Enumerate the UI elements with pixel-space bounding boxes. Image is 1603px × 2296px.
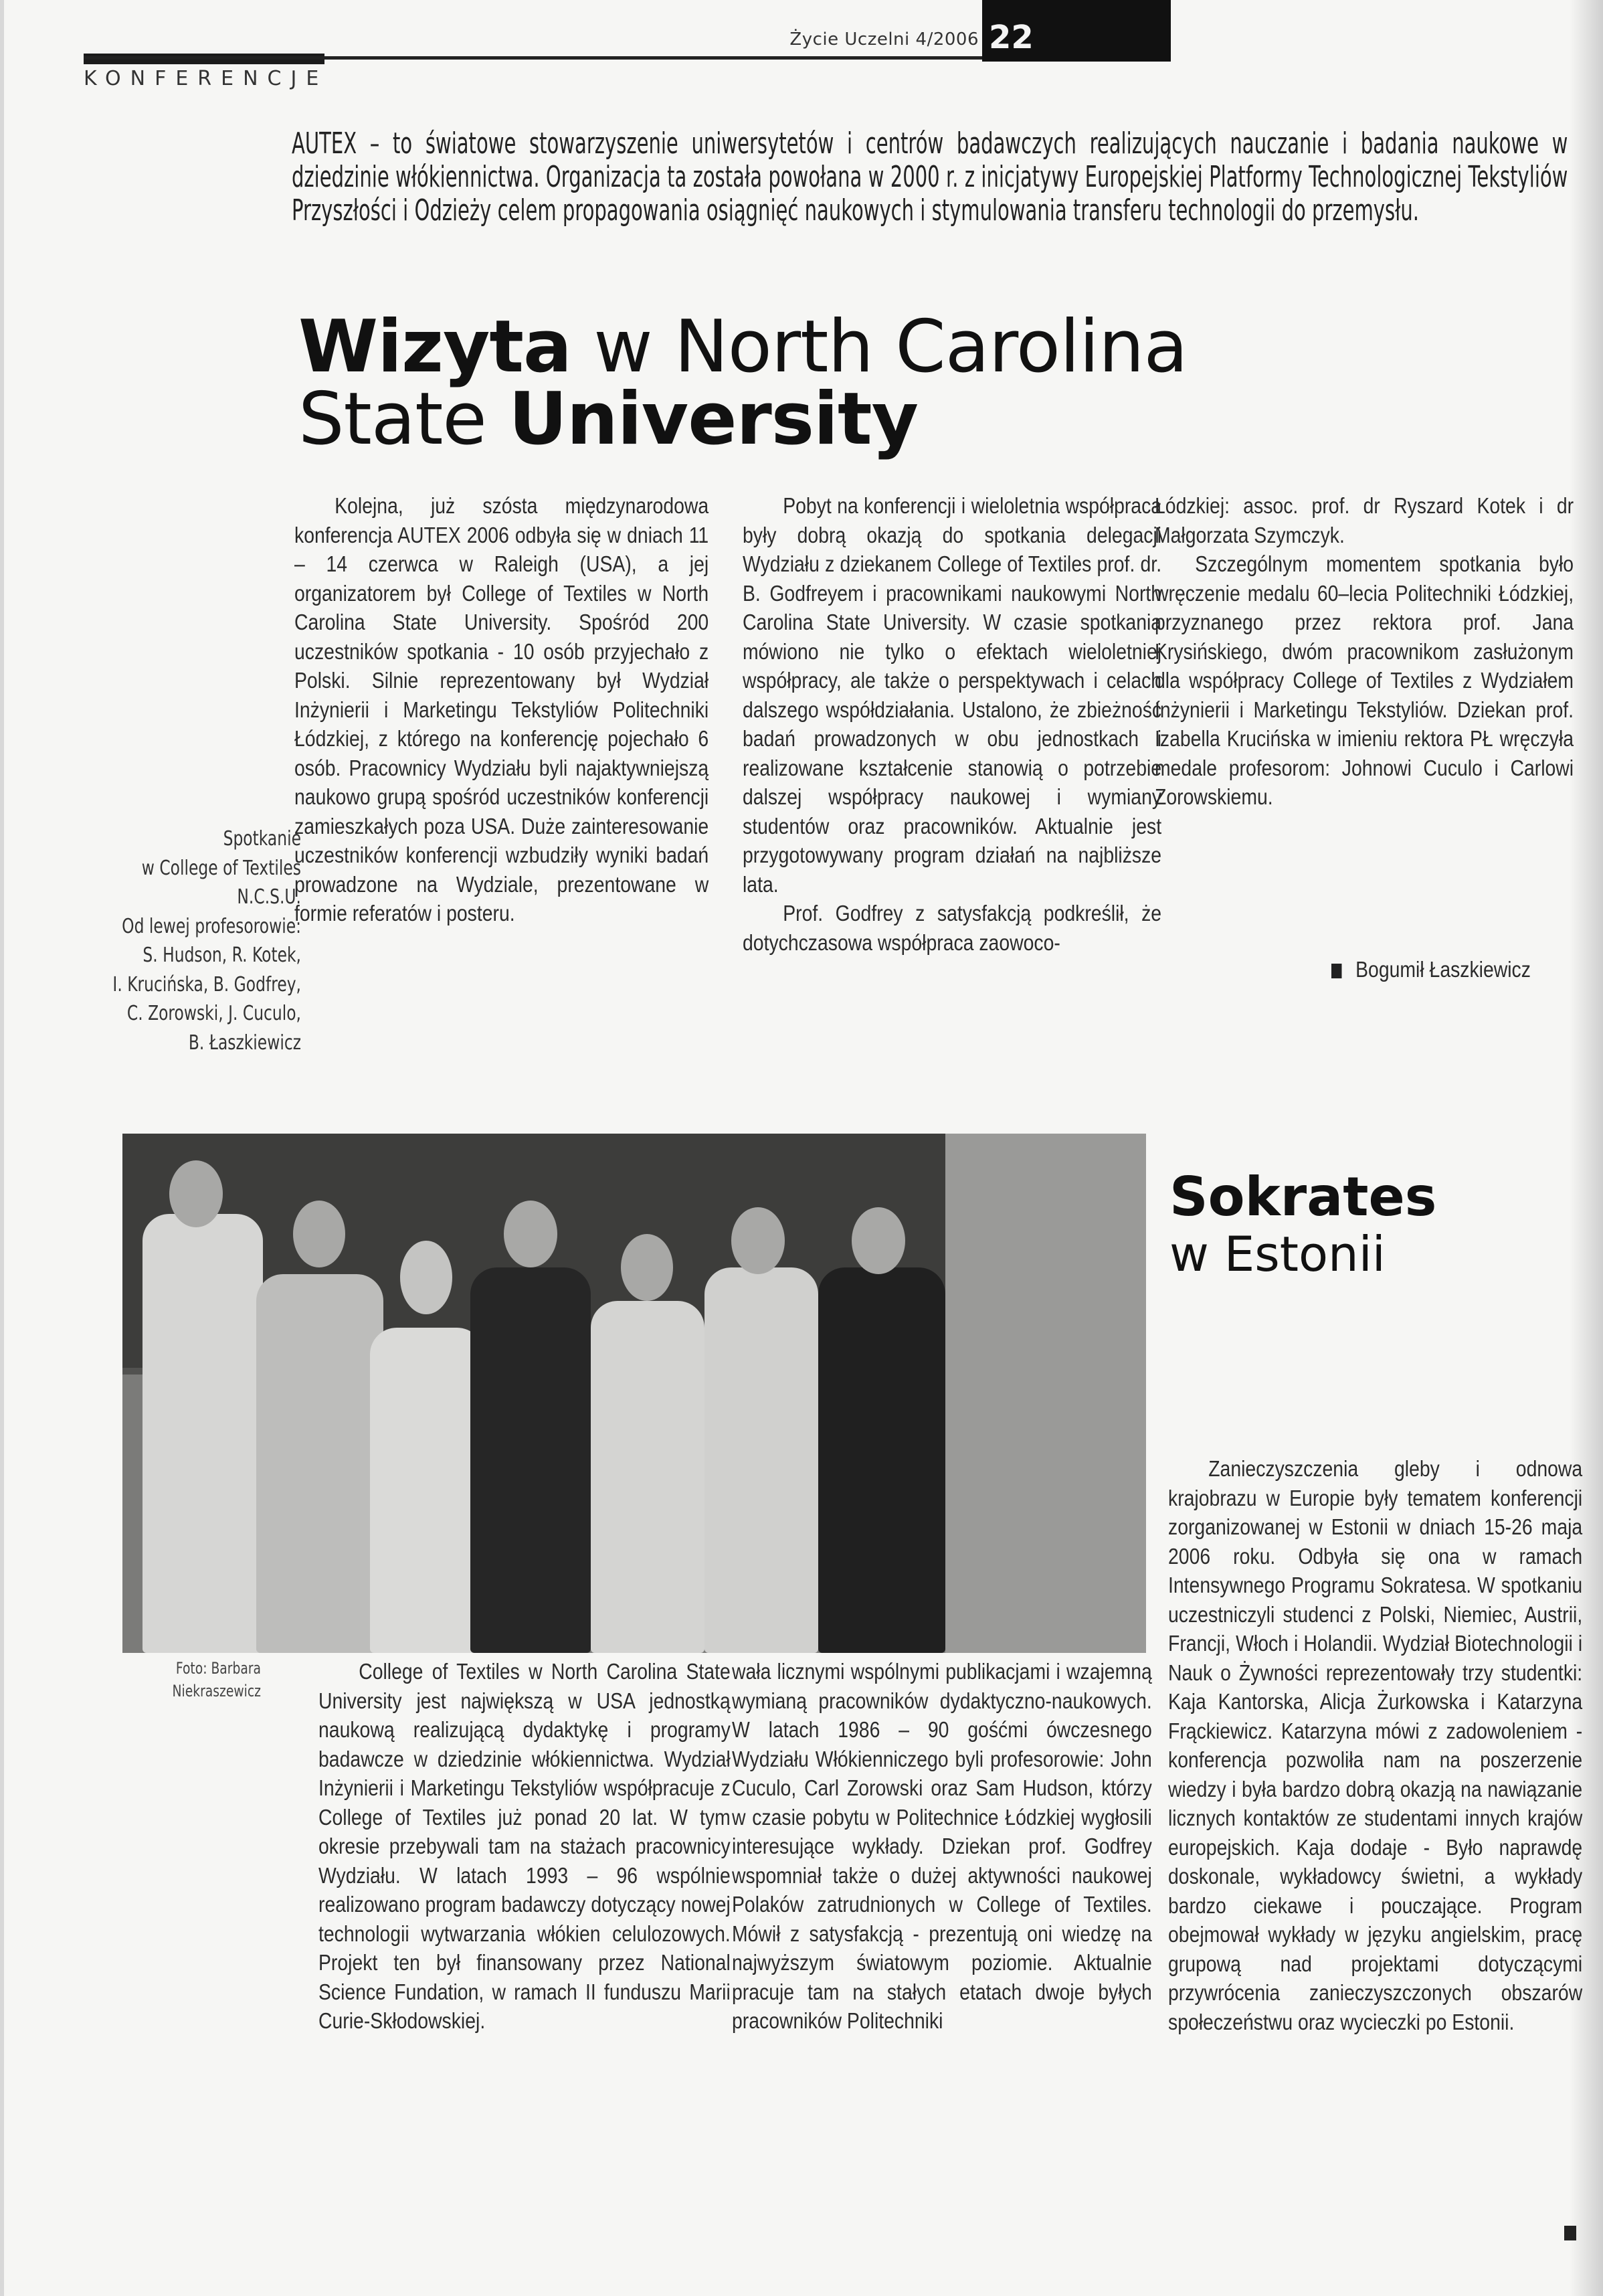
black-square-icon bbox=[1564, 2226, 1576, 2240]
paragraph: Zanieczyszczenia gleby i odnowa krajobrazu w Europie były tematem konferencji zorganizowanej w Estonii w dniach 15-26 maja 2006 roku. Odbyła się ona w ramach Intensywnego Programu Sokratesa. W spotkaniu uczestniczyli studenci z Polski, Niemiec, Austrii, Francji, Włoch i Holandii. Wydział Biotechnologii i Nauk o Żywności reprezentowały trzy studentki: Kaja Kantorska, Alicja Żurkowska i Katarzyna Frąckiewicz. Katarzyna mówi z zadowoleniem - konferencja pozwoliła nam na poszerzenie wiedzy i była bardzo dobrą okazją na nawiązanie licznych kontaktów ze studentami innych krajów europejskich. Kaja dodaje - Było naprawdę doskonale, wykładowcy świetni, a wykłady bardzo ciekawe i pouczające. Program obejmował wykłady w języku angielskim, pracę grupową nad projektami dotyczącymi przywrócenia zanieczyszczonych obszarów społeczeństwu oraz wycieczki po Estonii. bbox=[1168, 1456, 1583, 2034]
page-number: 22 bbox=[989, 19, 1034, 56]
photo-person-head bbox=[293, 1201, 345, 1267]
title-bold-2: University bbox=[508, 377, 919, 461]
lead-paragraph: AUTEX – to światowe stowarzyszenie uniwersytetów i centrów badawczych realizujących nauczanie i badania naukowe w dziedzinie włókiennictwa. Organizacja ta została powołana w 2000 r. z inicjatywy Europejskiej Platformy Technologicznej Tekstyliów Przyszłości i Odzieży celem propagowania osiągnięć naukowych i stymulowania transferu technologii do przemysłu. bbox=[292, 126, 1568, 228]
photo-person-head bbox=[731, 1207, 785, 1274]
paragraph: wała licznymi wspólnymi publikacjami i wzajemną wymianą pracowników dydaktyczno-naukowych. W latach 1986 – 90 gośćmi ówczesnego Wydziału Włókienniczego byli profesorowie: John Cuculo, Carl Zorowski oraz Sam Hudson, którzy w czasie pobytu w Politechnice Łódzkiej wygłosili interesujące wykłady. Dziekan prof. Godfrey wspomniał także o dużej aktywności naukowej Polaków zatrudnionych w College of Textiles. Mówił z satysfakcją - prezentują oni wiedzę na najwyższym światowym poziomie. Aktualnie pracuje tam na stałych etatach dwoje byłych pracowników Politechniki bbox=[732, 1659, 1152, 2033]
caption-line: Od lewej profesorowie: bbox=[122, 914, 301, 938]
author-name: Bogumił Łaszkiewicz bbox=[1355, 957, 1531, 982]
photo-person bbox=[704, 1267, 818, 1653]
photo-person bbox=[470, 1267, 591, 1653]
photo-person-head bbox=[621, 1234, 673, 1301]
article2-title bbox=[1169, 1168, 1436, 1282]
title-light-1: w North Carolina bbox=[571, 305, 1188, 389]
photo-person-head bbox=[504, 1201, 557, 1267]
article-column-5 bbox=[732, 1657, 1152, 2036]
section-label: KONFERENCJE bbox=[84, 67, 328, 90]
article2-title-bold: Sokrates bbox=[1169, 1166, 1437, 1228]
photo-person-head bbox=[852, 1207, 905, 1274]
paragraph: Łódzkiej: assoc. prof. dr Ryszard Kotek i dr Małgorzata Szymczyk. bbox=[1155, 493, 1574, 547]
author-signature bbox=[1331, 957, 1531, 982]
photo-caption bbox=[40, 824, 301, 1057]
photo-person bbox=[818, 1267, 945, 1653]
photo-wall bbox=[945, 1134, 1146, 1653]
paragraph: College of Textiles w North Carolina State University jest największą w USA jednostką naukową realizującą dydaktykę i programy badawcze w dziedzinie włókiennictwa. Wydział Inżynierii i Marketingu Tekstyliów współpracuje z College of Textiles już ponad 20 lat. W tym okresie przebywali tam na stażach pracownicy Wydziału. W latach 1993 – 96 wspólnie realizowano program badawczy dotyczący nowej technologii wytwarzania włókien celulozowych. Projekt ten był finansowany przez National Science Fundation, w ramach II funduszu Marii Curie-Skłodowskiej. bbox=[318, 1659, 731, 2033]
photo-person-head bbox=[169, 1160, 223, 1227]
caption-line: Spotkanie bbox=[223, 827, 301, 851]
photo-person-head bbox=[400, 1241, 452, 1314]
page-edge bbox=[0, 0, 4, 2296]
caption-line: N.C.S.U. bbox=[237, 885, 301, 909]
article-column-3 bbox=[1155, 491, 1574, 812]
paragraph: Prof. Godfrey z satysfakcją podkreślił, że dotychczasowa współpraca zaowoco- bbox=[743, 901, 1162, 955]
photo-person bbox=[256, 1274, 383, 1653]
caption-line: I. Krucińska, B. Godfrey, bbox=[112, 972, 302, 996]
article2-title-light: w Estonii bbox=[1169, 1226, 1386, 1282]
article2-body bbox=[1168, 1454, 1582, 2036]
caption-line: B. Łaszkiewicz bbox=[188, 1031, 301, 1055]
article-column-1 bbox=[294, 491, 709, 928]
header-rule bbox=[84, 56, 987, 60]
title-bold-1: Wizyta bbox=[298, 305, 571, 389]
photo-person bbox=[591, 1301, 704, 1653]
caption-line: S. Hudson, R. Kotek, bbox=[143, 944, 301, 967]
article-title bbox=[298, 305, 1188, 461]
title-light-2: State bbox=[298, 377, 509, 461]
paragraph: Szczególnym momentem spotkania było wręczenie medalu 60–lecia Politechniki Łódzkiej, przyznanego przez rektora prof. Jana Krysińskiego, dwóm pracownikom zasłużonym dla współpracy College of Textiles z Wydziałem Inżynierii i Marketingu Tekstyliów. Dziekan prof. Izabella Krucińska w imieniu rektora PŁ wręczyła medale profesorom: Johnowi Cuculo i Carlowi Zorowskiemu. bbox=[1155, 551, 1574, 809]
article-column-2 bbox=[743, 491, 1161, 957]
journal-title: Życie Uczelni 4/2006 bbox=[789, 29, 979, 50]
black-square-icon bbox=[1331, 964, 1341, 978]
credit-line: Foto: Barbara bbox=[175, 1659, 261, 1678]
caption-line: w College of Textiles bbox=[141, 856, 301, 880]
paragraph: Pobyt na konferencji i wieloletnia współpraca były dobrą okazją do spotkania delegacji Wydziału z dziekanem College of Textiles prof. dr. B. Godfreyem i pracownikami naukowymi North Carolina State University. W czasie spotkania mówiono nie tylko o efektach wieloletniej współpracy, ale także o perspektywach i celach dalszego współdziałania. Ustalono, że zbieżność badań prowadzonych w obu jednostkach i realizowane kształcenie stanowią o potrzebie dalszej współpracy naukowej i wymiany studentów oraz pracowników. Aktualnie jest przygotowywany program działań na najbliższe lata. bbox=[743, 493, 1162, 897]
caption-line: C. Zorowski, J. Cuculo, bbox=[126, 1002, 302, 1025]
group-photo bbox=[122, 1134, 1146, 1653]
photo-credit bbox=[141, 1657, 261, 1702]
article-column-4 bbox=[318, 1657, 731, 2036]
photo-person bbox=[143, 1214, 263, 1653]
photo-person bbox=[370, 1328, 484, 1653]
credit-line: Niekraszewicz bbox=[172, 1682, 261, 1700]
paragraph: Kolejna, już szósta międzynarodowa konferencja AUTEX 2006 odbyła się w dniach 11 – 14 czerwca w Raleigh (USA), a jej organizatorem był College of Textiles w North Carolina State University. Spośród 200 uczestników spotkania - 10 osób przyjechało z Polski. Silnie reprezentowany był Wydział Inżynierii i Marketingu Tekstyliów Politechniki Łódzkiej, z którego na konferencję pojechało 6 osób. Pracownicy Wydziału byli najaktywniejszą naukowo grupą spośród uczestników konferencji zamieszkałych poza USA. Duże zainteresowanie uczestników konferencji wzbudziły wyniki badań prowadzone na Wydziale, prezentowane w formie referatów i posteru. bbox=[294, 493, 709, 925]
